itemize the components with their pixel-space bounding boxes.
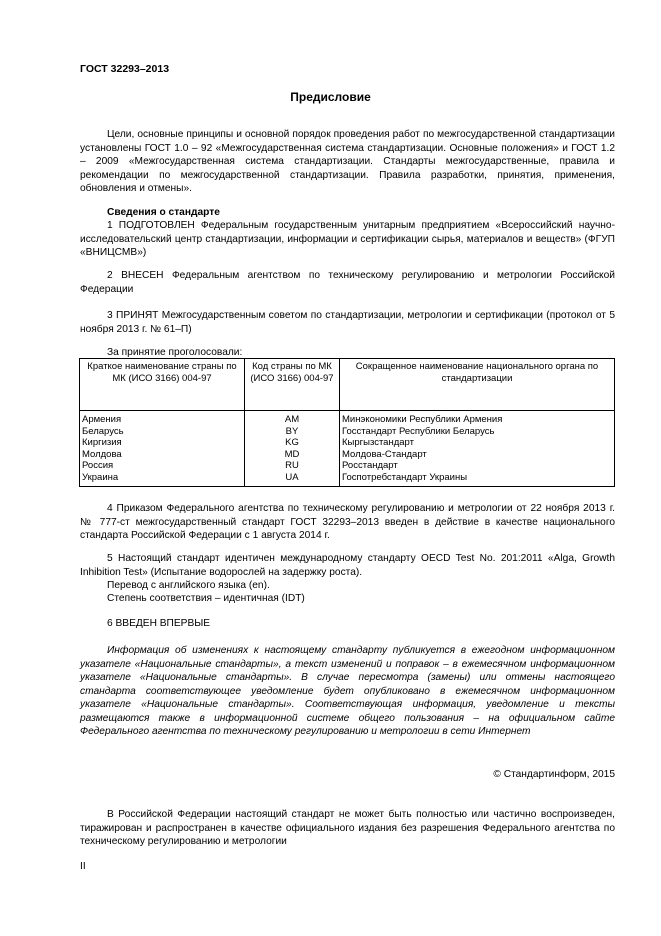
country-code: KG [285,437,299,448]
standards-body: Госстандарт Республики Беларусь [342,425,495,437]
country-name: Россия [82,460,114,471]
table-cell-countries [80,411,245,487]
vote-intro: За принятие проголосовали: [107,347,243,358]
item-3-paragraph: 3 ПРИНЯТ Межгосударственным советом по стандартизации, метрологии и сертификации (протокол от 5 ноября 2013 г. № 61–П) [80,310,615,335]
standards-body: Молдова-Стандарт [342,448,427,460]
copyright-line: © Стандартинформ, 2015 [493,769,615,780]
item-6-paragraph: 6 ВВЕДЕН ВПЕРВЫЕ [107,618,211,629]
intro-paragraph: Цели, основные принципы и основной порядок проведения работ по межгосударственной стандартизации установлены ГОСТ 1.0 – 92 «Межгосударственная система стандартизации. Основные положения» и ГОСТ 1.2 – 2009 «Межгосударственная система стандартизации. Стандарты межгосударственные, правила и рекомендации по межгосударственной стандартизации. Правила разработки, принятия, применения, обновления и отмены». [80,129,615,194]
country-code: MD [284,448,300,460]
standards-body: Кыргызстандарт [342,437,414,448]
country-code: BY [285,425,299,437]
table-header-body: Сокращенное наименование национального органа по стандартизации [340,359,615,411]
country-code: RU [285,460,299,471]
country-name: Киргизия [82,437,122,448]
table-row [80,411,615,487]
item-1-paragraph: 1 ПОДГОТОВЛЕН Федеральным государственным унитарным предприятием «Всероссийский научно-исследовательский центр стандартизации, информации и сертификации сырья, материалов и веществ» (ФГУП «ВНИЦСМВ») [80,220,615,258]
page-title: Предисловие [290,90,371,104]
table-header-country: Краткое наименование страны по МК (ИСО 3166) 004-97 [80,359,245,411]
info-heading: Сведения о стандарте [107,207,220,218]
change-notice: Информация об изменениях к настоящему стандарту публикуется в ежегодном информационном указателе «Национальные стандарты», а текст изменений и поправок – в ежемесячном информационном указателе «Национальные стандарты». В случае пересмотра (замены) или отмены настоящего стандарта соответствующее уведомление будет опубликовано в ежемесячном информационном указателе «Национальные стандарты». Соответствующая информация, уведомление и тексты размещаются также в информационной системе общего пользования – на официальном сайте Федерального агентства по техническому регулированию и метрологии в сети Интернет [80,645,615,737]
table-header-code: Код страны по МК (ИСО 3166) 004-97 [245,359,340,411]
conformity-note: Степень соответствия – идентичная (IDT) [107,593,305,604]
item-5-paragraph: 5 Настоящий стандарт идентичен международному стандарту OECD Test No. 201:2011 «Alga, Growth Inhibition Test» (Испытание водорослей на задержку роста). [80,553,615,578]
standards-body: Росстандарт [342,460,398,471]
voting-table [79,358,615,487]
country-name: Молдова [82,448,122,460]
legal-notice: В Российской Федерации настоящий стандарт не может быть полностью или частично воспроизведен, тиражирован и распространен в качестве официального издания без разрешения Федерального агентства по техническому регулированию и метрологии [80,809,615,847]
country-name: Армения [82,414,122,425]
country-code: UA [285,471,299,483]
country-name: Украина [82,471,119,483]
country-code: AM [284,414,300,425]
country-name: Беларусь [82,425,124,437]
table-cell-bodies [340,411,615,487]
page-number: II [80,861,86,872]
translation-note: Перевод с английского языка (en). [107,580,270,591]
item-2-paragraph: 2 ВНЕСЕН Федеральным агентством по техническому регулированию и метрологии Российской Федерации [80,270,615,295]
standards-body: Госпотребстандарт Украины [342,471,468,483]
table-header-row [80,359,615,411]
table-cell-codes [245,411,340,487]
standards-body: Минэкономики Республики Армения [342,414,503,425]
item-4-paragraph: 4 Приказом Федерального агентства по техническому регулированию и метрологии от 22 ноября 2013 г. № 777-ст межгосударственный стандарт ГОСТ 32293–2013 введен в действие в качестве национального стандарта Российской Федерации с 1 августа 2014 г. [80,503,615,541]
document-header-id: ГОСТ 32293–2013 [80,63,170,75]
